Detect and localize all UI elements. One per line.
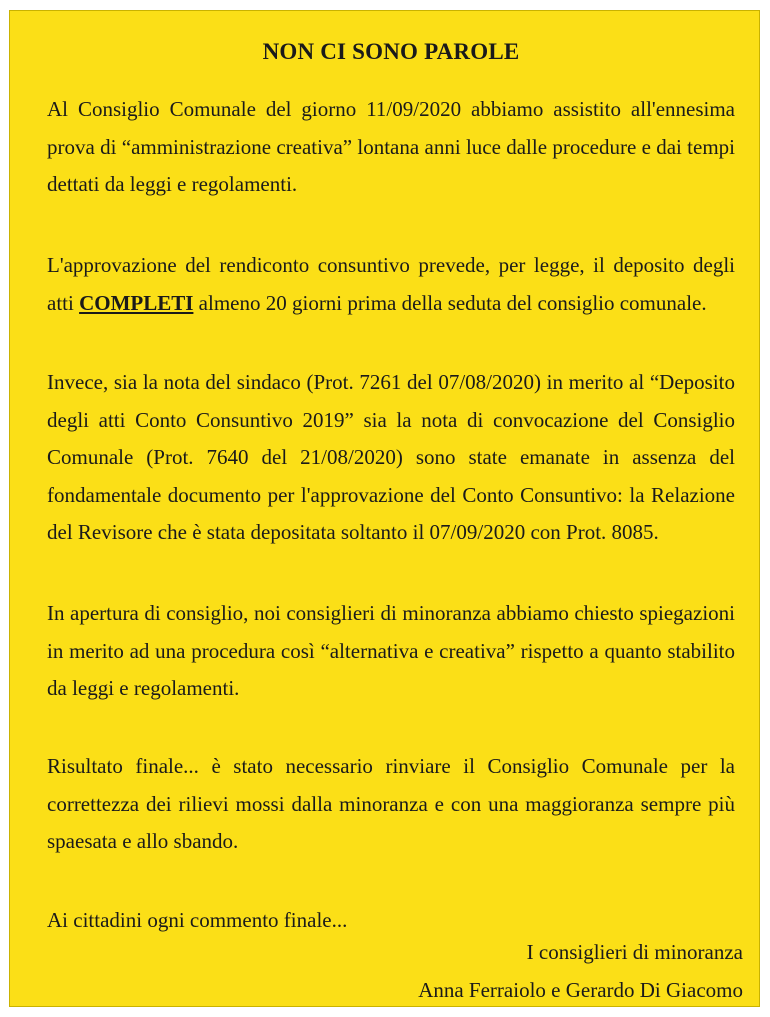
- paragraph-approval-text-after: almeno 20 giorni prima della seduta del consiglio comunale.: [193, 290, 707, 315]
- paragraph-council-meeting: Al Consiglio Comunale del giorno 11/09/2020 abbiamo assistito all'ennesima prova di “amministrazione creativa” lontana anni luce dalle procedure e dai tempi dettati da leggi e regolamenti.: [47, 97, 735, 196]
- signature-names: Anna Ferraiolo e Gerardo Di Giacomo: [418, 978, 743, 1002]
- document-title: NON CI SONO PAROLE: [262, 39, 520, 64]
- notice-page: [9, 10, 760, 1007]
- paragraph-closing: Ai cittadini ogni commento finale...: [47, 908, 348, 932]
- paragraph-approval-text-before: L'approvazione del rendiconto consuntivo prevede, per legge, il deposito degli atti: [47, 253, 735, 315]
- paragraph-approval-rules: [47, 247, 735, 322]
- paragraph-final-result: Risultato finale... è stato necessario rinviare il Consiglio Comunale per la correttezza dei rilievi mossi dalla minoranza e con una maggioranza sempre più spaesata e allo sbando.: [47, 754, 735, 853]
- paragraph-minority-request: In apertura di consiglio, noi consiglieri di minoranza abbiamo chiesto spiegazioni in merito ad una procedura così “alternativa e creativa” rispetto a quanto stabilito da leggi e regolamenti.: [47, 601, 735, 700]
- signature-group: I consiglieri di minoranza: [526, 940, 743, 964]
- emphasis-completi: COMPLETI: [79, 290, 194, 315]
- paragraph-protocol-notes: Invece, sia la nota del sindaco (Prot. 7261 del 07/08/2020) in merito al “Deposito degli atti Conto Consuntivo 2019” sia la nota di convocazione del Consiglio Comunale (Prot. 7640 del 21/08/2020) sono state emanate in assenza del fondamentale documento per l'approvazione del Conto Consuntivo: la Relazione del Revisore che è stata depositata soltanto il 07/09/2020 con Prot. 8085.: [47, 370, 735, 544]
